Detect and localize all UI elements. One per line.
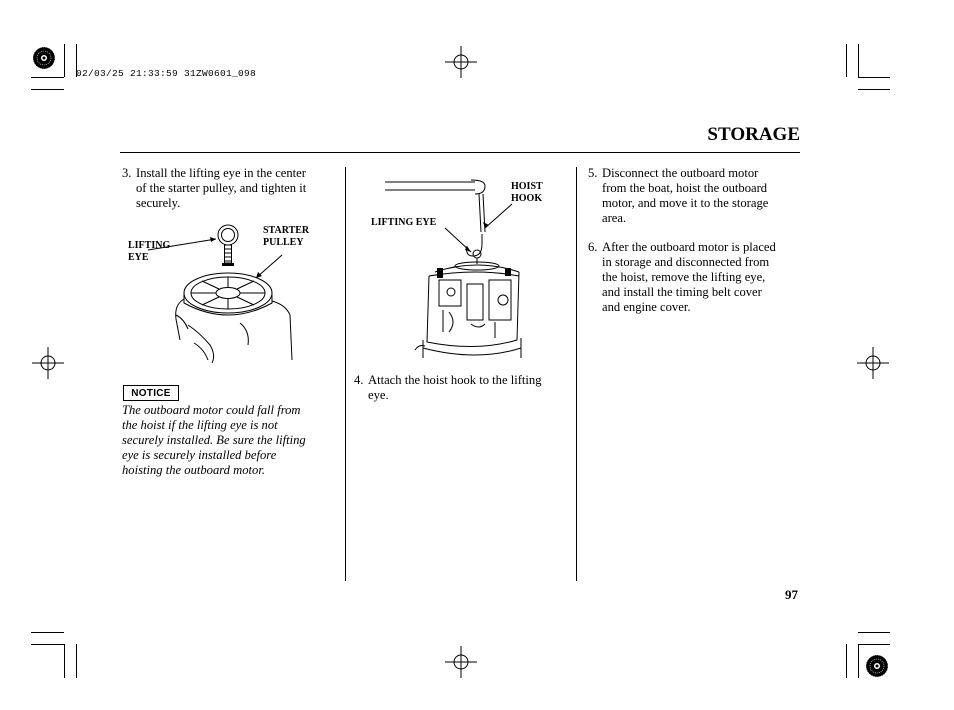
notice-text [122,403,334,478]
step-line: and install the timing belt cover [602,285,762,299]
step-line: and engine cover. [602,300,691,314]
notice-line: The outboard motor could fall from [122,403,301,417]
step-line: eye. [368,388,389,402]
registration-target-left [32,347,64,379]
section-title: STORAGE [707,124,800,145]
notice-badge: NOTICE [123,385,179,401]
notice-line: securely installed. Be sure the lifting [122,433,306,447]
step-line: in storage and disconnected from [602,255,770,269]
step-line: Install the lifting eye in the center [136,166,306,180]
step-line: area. [602,211,627,225]
step-line: of the starter pulley, and tighten it [136,181,307,195]
page-number: 97 [785,587,798,602]
notice-line: eye is securely installed before [122,448,277,462]
figure2-label-hoist-hook: HOIST HOOK [511,181,543,204]
starburst-mark-top-left [31,45,57,71]
step-line: the hoist, remove the lifting eye, [602,270,766,284]
figure2-label-lifting-eye: LIFTING EYE [371,217,437,228]
step-number: 5. [588,166,598,180]
starburst-mark-bottom-right [864,653,890,679]
figure1-label-starter-pulley: STARTER PULLEY [263,225,310,248]
step-number: 6. [588,240,598,254]
column-divider-1 [345,167,346,581]
notice-line: the hoist if the lifting eye is not [122,418,278,432]
step-number: 4. [354,373,364,387]
figure-starter-pulley [170,215,300,365]
print-timestamp: 02/03/25 21:33:59 31ZW0601_098 [76,68,257,79]
step-line: Disconnect the outboard motor [602,166,759,180]
figure1-label-lifting-eye: LIFTING EYE [128,240,171,263]
header-rule [120,152,800,153]
notice-line: hoisting the outboard motor. [122,463,265,477]
registration-target-right [857,347,889,379]
step-line: After the outboard motor is placed [602,240,776,254]
registration-target-top [445,46,477,78]
step-line: motor, and move it to the storage [602,196,769,210]
step-number: 3. [122,166,132,180]
registration-target-bottom [445,646,477,678]
figure-hoisted-motor [385,172,535,362]
step-line: securely. [136,196,181,210]
step-line: Attach the hoist hook to the lifting [368,373,542,387]
step-line: from the boat, hoist the outboard [602,181,768,195]
